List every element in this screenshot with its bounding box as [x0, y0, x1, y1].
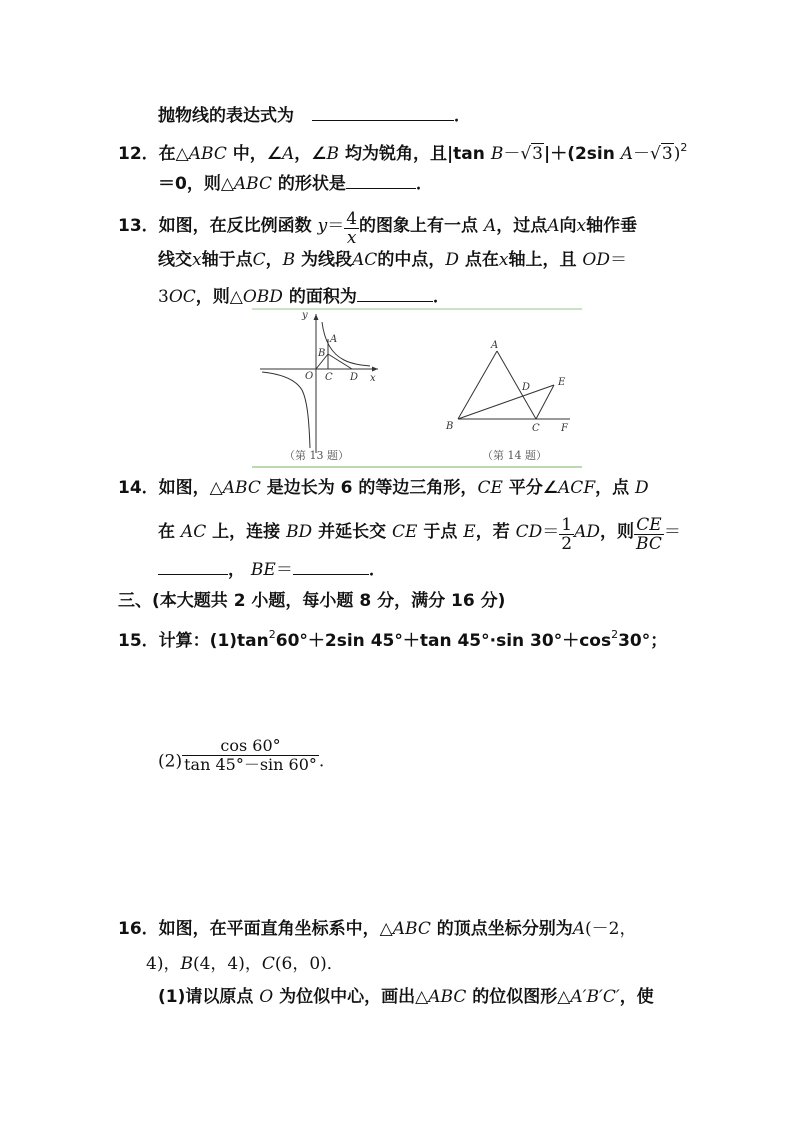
fraction-CE-over-BC: $\frac{CE}{BC}$ [636, 515, 662, 554]
label-C: C [532, 423, 540, 434]
hyperbola-branch-2 [262, 372, 310, 448]
label-x: x [370, 373, 376, 384]
label-D: D [522, 382, 531, 393]
segment-AB [458, 351, 497, 419]
label-O: O [305, 371, 314, 382]
section-3-heading: 三、(本大题共 2 小题，每小题 8 分，满分 16 分) [118, 591, 506, 611]
label-y: y [302, 310, 308, 321]
sqrt-3: √3 [650, 144, 673, 164]
y-axis-arrow-icon [314, 314, 319, 320]
q14-line3: ， BE＝ ． [158, 558, 386, 580]
segment-BE [458, 385, 554, 419]
caption-14: （第 14 题） [482, 449, 547, 462]
q13-line3: 3OC，则△OBD 的面积为 ． [158, 287, 450, 307]
label-A: A [330, 334, 338, 345]
q16-line1: 16．如图，在平面直角坐标系中，△ABC 的顶点坐标分别为A(－2， [118, 919, 637, 939]
fraction-cos60-over-expr: $\frac{\cos 60^\circ}{\tan 45^\circ-\sin 60^\circ}$ [184, 736, 317, 774]
segment-AC [497, 351, 536, 419]
answer-blank[interactable] [158, 558, 228, 575]
q16-line2: 4)，B(4，4)，C(6，0)． [146, 954, 344, 974]
q16-line3: (1)请以原点 O 为位似中心，画出△ABC 的位似图形△A′B′C′，使 [158, 987, 654, 1007]
label-F: F [561, 423, 568, 434]
label-A: A [491, 340, 499, 351]
answer-blank[interactable] [312, 104, 454, 121]
q13-line2: 线交x轴于点C，B 为线段AC的中点，D 点在x轴上，且 OD＝ [158, 250, 627, 270]
x-axis-arrow-icon [372, 367, 378, 372]
q13-line1: 13．如图，在反比例函数 y＝ $\frac{4}{x}$ 的图象上有一点 A，过点A向x轴作垂 [118, 209, 638, 248]
q14-line2: 在 AC 上，连接 BD 并延长交 CE 于点 E，若 CD＝ $\frac{1}{2}$ AD，则 $\frac{CE}{BC}$ ＝ [158, 515, 681, 554]
q12-line1: 12．在△ABC 中，∠A，∠B 均为锐角，且|tan B－√3|＋(2sin A－√3)$^2$ [118, 141, 688, 164]
q15-part2: (2) $\frac{\cos 60^\circ}{\tan 45^\circ-\sin 60^\circ}$ . [158, 736, 325, 774]
label-C: C [325, 372, 333, 383]
caption-13: （第 13 题） [284, 449, 349, 462]
q12-line2: ＝0，则△ABC 的形状是 ． [158, 174, 433, 194]
answer-blank[interactable] [293, 558, 369, 575]
q15-line1: 15．计算：$(1)\tan^260^\circ+2\sin$ 45°＋tan 45°·sin $30^\circ+\cos^230^\circ$； [118, 628, 668, 651]
answer-blank[interactable] [357, 285, 433, 302]
fraction-4-over-x: $\frac{4}{x}$ [346, 209, 358, 248]
figure-panel [252, 308, 582, 468]
label-B: B [446, 421, 454, 432]
label-B: B [318, 348, 326, 359]
figure-13 [260, 310, 378, 453]
figure-14 [445, 340, 570, 434]
fraction-1-over-2: $\frac{1}{2}$ [561, 515, 573, 554]
q11-continuation: 抛物线的表达式为 ． [158, 106, 471, 126]
sqrt-3: √3 [520, 144, 543, 164]
q14-line1: 14．如图，△ABC 是边长为 6 的等边三角形，CE 平分∠ACF，点 D [118, 478, 649, 498]
label-D: D [350, 372, 359, 383]
label-E: E [558, 377, 566, 388]
figures-svg [252, 308, 582, 468]
answer-blank[interactable] [346, 172, 416, 189]
